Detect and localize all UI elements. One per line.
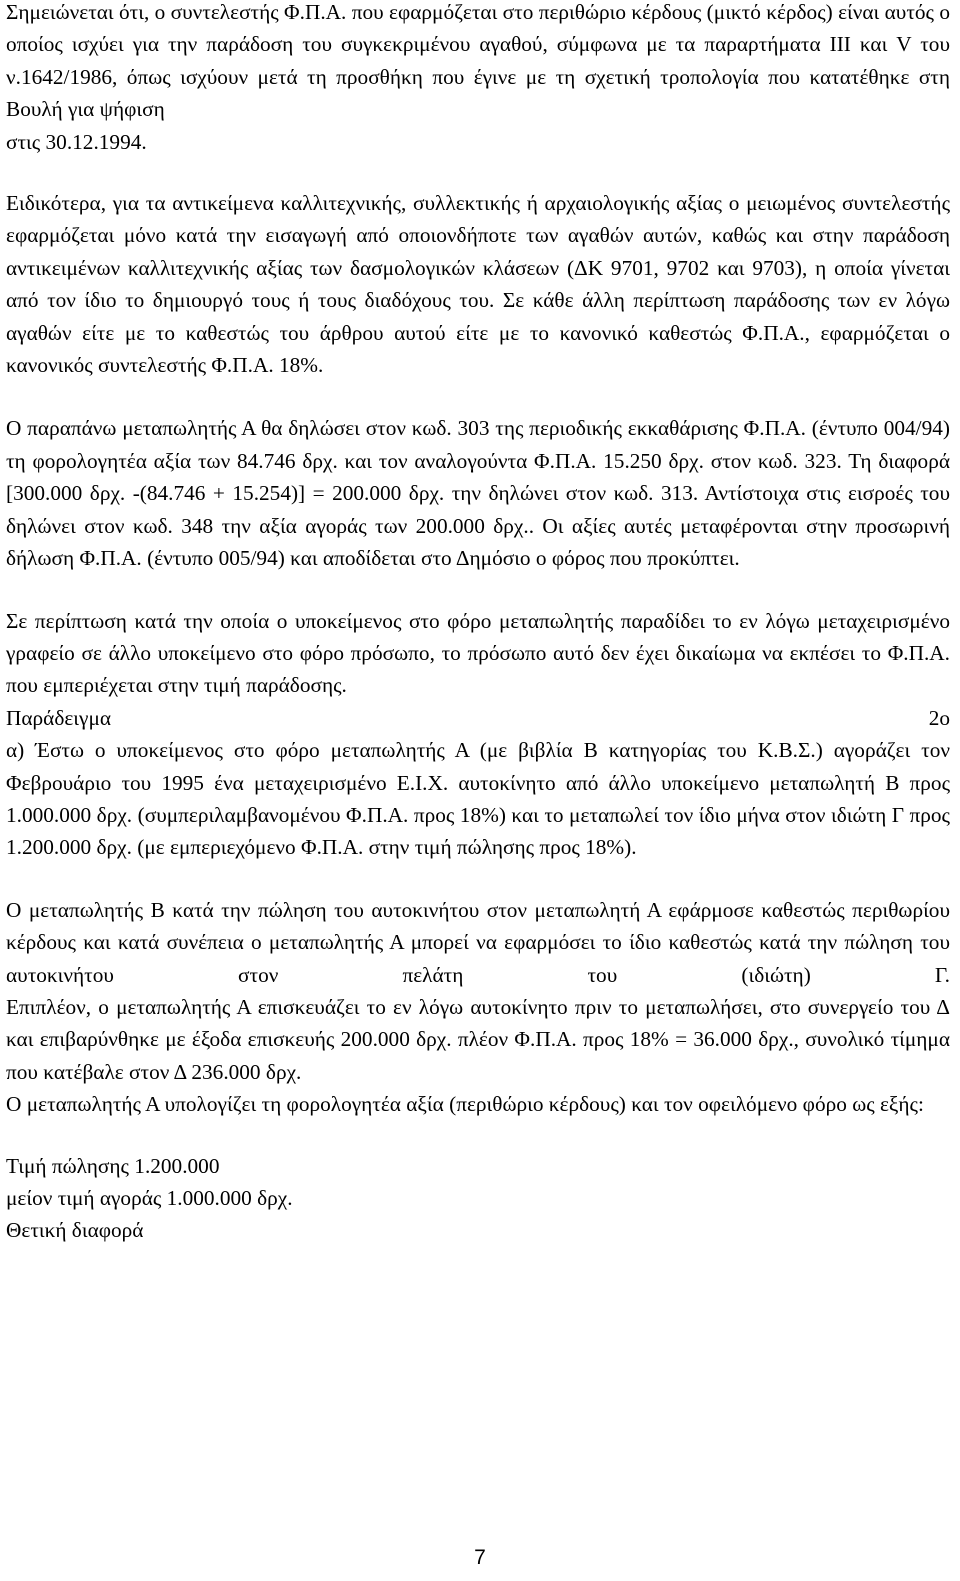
page-number: 7 bbox=[474, 1546, 486, 1569]
intro-date-line: στις 30.12.1994. bbox=[6, 129, 147, 154]
document-page bbox=[6, 0, 950, 1247]
intro-paragraph: Σημειώνεται ότι, ο συντελεστής Φ.Π.Α. που εφαρμόζεται στο περιθώριο κέρδους (μικτό κέρδος) είναι αυτός ο οποίος ισχύει για την παράδοση του συγκεκριμένου αγαθού, σύμφωνα με τα παραρτήματα ΙΙΙ και V του ν.1642/1986, όπως ισχύουν μετά τη προσθήκη που έγινε με τη σχετική τροπολογία που κατατέθηκε στη Βουλή για ψήφιση bbox=[6, 0, 950, 122]
example-part-a: α) Έστω ο υποκείμενος στο φόρο μεταπωλητής Α (με βιβλία Β κατηγορίας του Κ.Β.Σ.) αγοράζει τον Φεβρουάριο του 1995 ένα μεταχειρισμένο Ε.Ι.Χ. αυτοκίνητο από άλλο υποκείμενο μεταπωλητή Β προς 1.000.000 δρχ. (συμπεριλαμβανομένου Φ.Π.Α. προς 18%) και το μεταπωλεί τον ίδιο μήνα στον ιδιώτη Γ προς 1.200.000 δρχ. (με εμπεριεχόμενο Φ.Π.Α. στην τιμή πώλησης προς 18%). bbox=[6, 738, 950, 860]
example-label: Παράδειγμα bbox=[6, 705, 112, 730]
paragraph-reseller-b: Ο μεταπωλητής Β κατά την πώληση του αυτοκινήτου στον μεταπωλητή Α εφάρμοσε καθεστώς περιθωρίου κέρδους και κατά συνέπεια ο μεταπωλητής Α μπορεί να εφαρμόσει το ίδιο καθεστώς κατά την πώληση του αυτοκινήτου στον πελάτη του (ιδιώτη) Γ. bbox=[6, 897, 950, 987]
calc-sale-price: Τιμή πώλησης 1.200.000 bbox=[6, 1153, 220, 1178]
example-number: 2ο bbox=[928, 705, 950, 730]
calc-positive-difference: Θετική διαφορά bbox=[6, 1218, 144, 1243]
calc-minus-purchase: μείον τιμή αγοράς 1.000.000 δρχ. bbox=[6, 1186, 293, 1210]
paragraph-declaration: Ο παραπάνω μεταπωλητής Α θα δηλώσει στον κωδ. 303 της περιοδικής εκκαθάρισης Φ.Π.Α. (έντυπο 004/94) τη φορολογητέα αξία των 84.746 δρχ. και τον αναλογούντα Φ.Π.Α. 15.250 δρχ. στον κωδ. 323. Τη διαφορά [300.000 δρχ. -(84.746 + 15.254)] = 200.000 δρχ. την δηλώνει στον κωδ. 313. Αντίστοιχα στις εισροές του δηλώνει στον κωδ. 348 την αξία αγοράς των 200.000 δρχ.. Οι αξίες αυτές μεταφέρονται στην προσωρινή δήλωση Φ.Π.Α. (έντυπο 005/94) και αποδίδεται στο Δημόσιο ο φόρος που προκύπτει. bbox=[6, 416, 950, 571]
example-heading bbox=[6, 702, 950, 734]
calculation-block bbox=[6, 1150, 950, 1247]
paragraph-art-objects: Ειδικότερα, για τα αντικείμενα καλλιτεχνικής, συλλεκτικής ή αρχαιολογικής αξίας ο μειωμένος συντελεστής εφαρμόζεται μόνο κατά την εισαγωγή από οποιονδήποτε των αγαθών αυτών, καθώς και στην παράδοση αντικειμένων καλλιτεχνικής αξίας των δασμολογικών κλάσεων (ΔΚ 9701, 9702 και 9703), η οποία γίνεται από τον ίδιο το δημιουργό τους ή τους διαδόχους του. Σε κάθε άλλη περίπτωση παράδοσης των εν λόγω αγαθών είτε με το καθεστώς του άρθρου αυτού είτε με το κανονικό καθεστώς Φ.Π.Α., εφαρμόζεται ο κανονικός συντελεστής Φ.Π.Α. 18%. bbox=[6, 191, 950, 378]
paragraph-compute: Ο μεταπωλητής Α υπολογίζει τη φορολογητέα αξία (περιθώριο κέρδους) και τον οφειλόμενο φόρο ως εξής: bbox=[6, 1092, 924, 1117]
paragraph-transfer: Σε περίπτωση κατά την οποία ο υποκείμενος στο φόρο μεταπωλητής παραδίδει το εν λόγω μεταχειρισμένο γραφείο σε άλλο υποκείμενο στο φόρο πρόσωπο, το πρόσωπο αυτό δεν έχει δικαίωμα να εκπέσει το Φ.Π.Α. που εμπεριέχεται στην τιμή παράδοσης. bbox=[6, 608, 950, 698]
paragraph-repair: Επιπλέον, ο μεταπωλητής Α επισκευάζει το εν λόγω αυτοκίνητο πριν το μεταπωλήσει, στο συνεργείο του Δ και επιβαρύνθηκε με έξοδα επισκευής 200.000 δρχ. πλέον Φ.Π.Α. προς 18% = 36.000 δρχ., συνολικό τίμημα που κατέβαλε στον Δ 236.000 δρχ. bbox=[6, 994, 950, 1084]
